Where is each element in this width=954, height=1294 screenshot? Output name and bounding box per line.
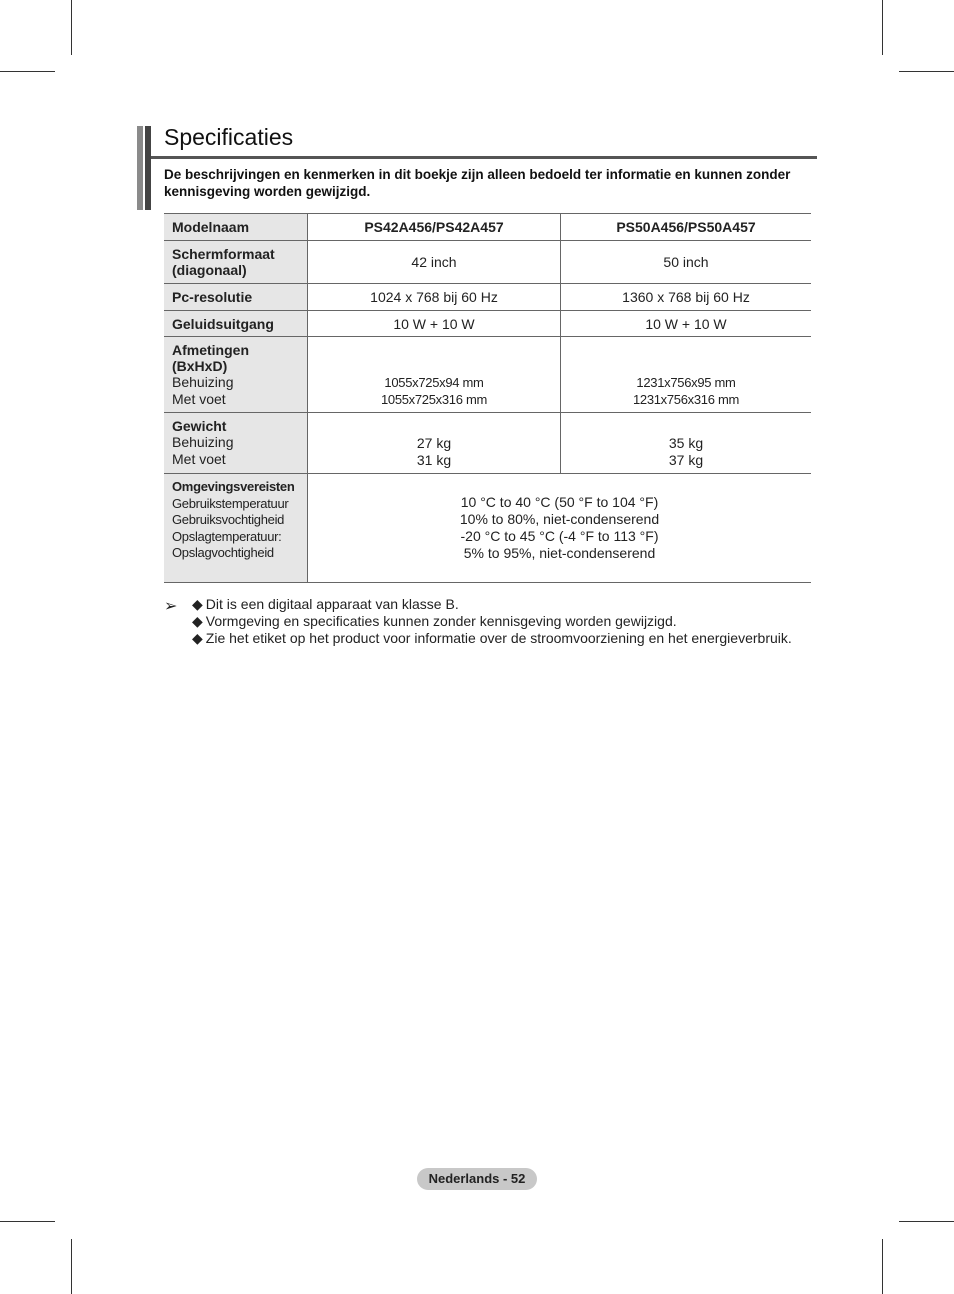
model-2-header: PS50A456/PS50A457 — [561, 214, 812, 241]
row-label: Modelnaam — [164, 214, 308, 241]
crop-mark — [882, 1239, 883, 1294]
table-row — [164, 474, 811, 583]
table-row — [164, 337, 811, 413]
table-cell: 27 kg 31 kg — [308, 413, 561, 474]
table-row — [164, 214, 811, 241]
table-cell: 50 inch — [561, 241, 812, 284]
model-1-header: PS42A456/PS42A457 — [308, 214, 561, 241]
crop-mark — [0, 1221, 55, 1222]
diamond-bullet-icon: ◆ — [192, 596, 203, 612]
diamond-bullet-icon: ◆ — [192, 630, 203, 646]
table-cell: 35 kg 37 kg — [561, 413, 812, 474]
crop-mark — [0, 71, 55, 72]
crop-mark — [882, 0, 883, 55]
crop-mark — [71, 0, 72, 55]
table-row — [164, 311, 811, 337]
row-label: Omgevingsvereisten Gebruikstemperatuur Gebruiksvochtigheid Opslagtemperatuur: Opslagvochtigheid — [164, 474, 308, 583]
table-row — [164, 413, 811, 474]
note-item: ◆ Zie het etiket op het product voor informatie over de stroomvoorziening en het energieverbruik. — [192, 630, 792, 646]
row-label: Schermformaat (diagonaal) — [164, 241, 308, 284]
page-number-badge: Nederlands - 52 — [417, 1168, 537, 1190]
crop-mark — [899, 71, 954, 72]
row-label: Geluidsuitgang — [164, 311, 308, 337]
page-title: Specificaties — [164, 124, 294, 150]
table-cell: 10 W + 10 W — [561, 311, 812, 337]
crop-mark — [899, 1221, 954, 1222]
arrow-icon: ➢ — [164, 598, 178, 615]
table-cell: 1360 x 768 bij 60 Hz — [561, 284, 812, 311]
intro-text: De beschrijvingen en kenmerken in dit boekje zijn alleen bedoeld ter informatie en kunnen zonder kennisgeving worden gewijzigd. — [164, 167, 791, 199]
table-cell: 1024 x 768 bij 60 Hz — [308, 284, 561, 311]
table-row — [164, 284, 811, 311]
table-cell: 10 °C to 40 °C (50 °F to 104 °F) 10% to 80%, niet-condenserend -20 °C to 45 °C (-4 °F to 113 °F) 5% to 95%, niet-condenserend — [308, 474, 812, 583]
row-label: Pc-resolutie — [164, 284, 308, 311]
spec-table — [164, 213, 811, 583]
row-label: Afmetingen (BxHxD) Behuizing Met voet — [164, 337, 308, 413]
note-item: ◆ Vormgeving en specificaties kunnen zonder kennisgeving worden gewijzigd. — [192, 613, 677, 629]
title-rule — [151, 156, 817, 159]
row-label: Gewicht Behuizing Met voet — [164, 413, 308, 474]
table-cell: 1231x756x95 mm 1231x756x316 mm — [561, 337, 812, 413]
table-row — [164, 241, 811, 284]
crop-mark — [71, 1239, 72, 1294]
note-item: ◆ Dit is een digitaal apparaat van klasse B. — [192, 596, 459, 612]
table-cell: 42 inch — [308, 241, 561, 284]
table-cell: 10 W + 10 W — [308, 311, 561, 337]
title-decoration — [137, 126, 151, 210]
table-cell: 1055x725x94 mm 1055x725x316 mm — [308, 337, 561, 413]
diamond-bullet-icon: ◆ — [192, 613, 203, 629]
